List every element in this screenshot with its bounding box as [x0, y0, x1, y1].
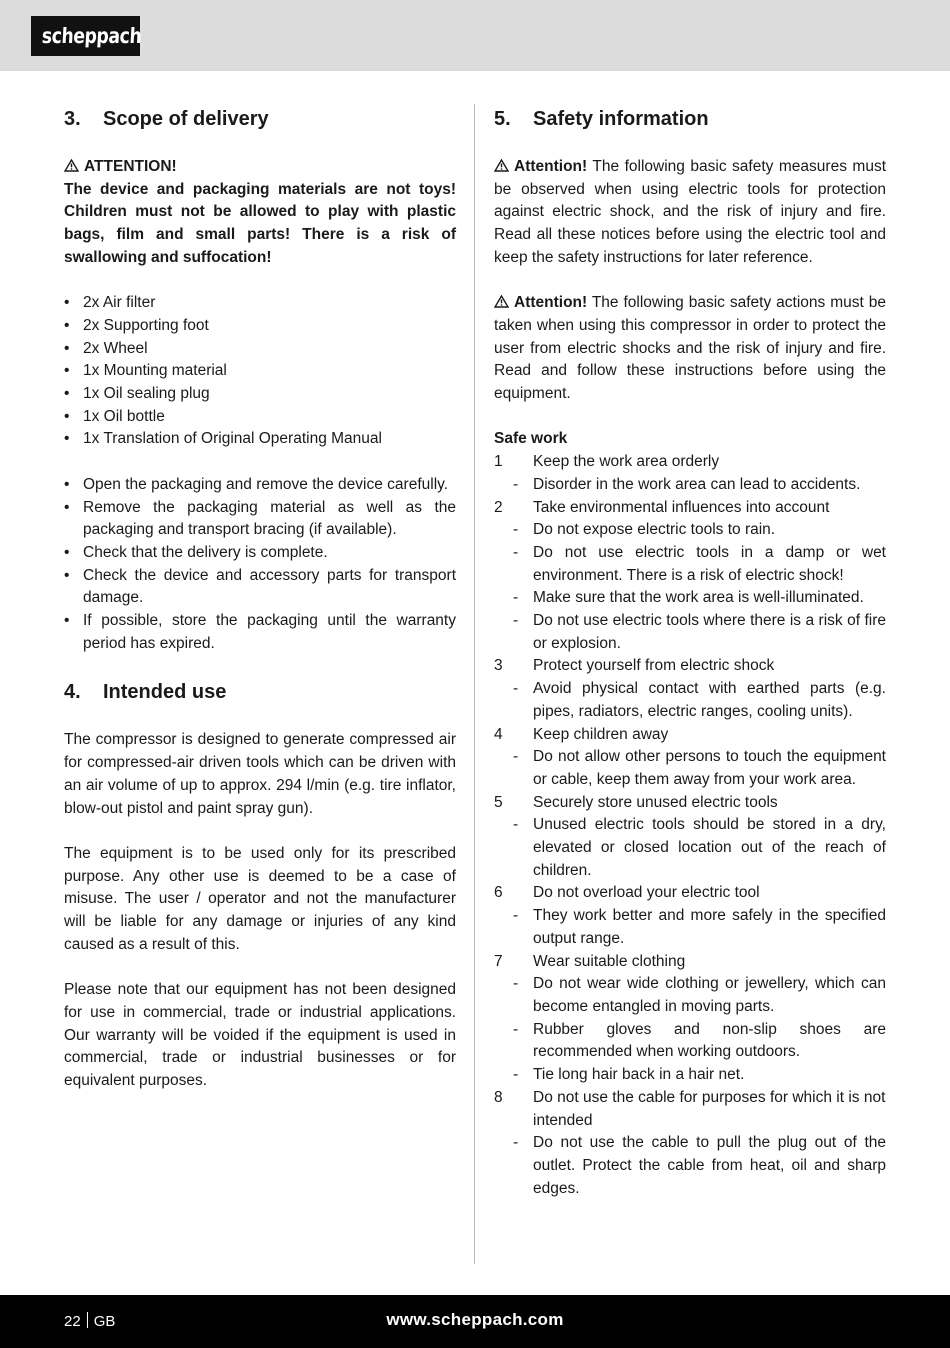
- rule-sub-item: - Unused electric tools should be stored in a dry, elevated or closed location out of the reach of children.: [513, 816, 886, 879]
- rule-sub-item: - Do not expose electric tools to rain.: [513, 521, 776, 539]
- list-item: • Check the device and accessory parts for transport damage.: [64, 565, 456, 610]
- warning-triangle-icon: [494, 159, 509, 172]
- page-footer: [0, 1295, 950, 1348]
- safe-work-heading: Safe work: [494, 430, 568, 448]
- warning-triangle-icon: [64, 159, 79, 172]
- list-item: • 2x Wheel: [64, 338, 456, 361]
- attention-text: The following basic safety actions must be taken when using this compressor in order to protect the user from electric shocks and the risk of injury and fire. Read and follow these instructions before using the equipment.: [494, 294, 886, 403]
- safety-rules-list: [494, 451, 886, 1200]
- section-title: Scope of delivery: [103, 108, 269, 130]
- attention-text: The following basic safety measures must be observed when using electric tools for protection against electric shock, and the risk of injury and fire. Read all these notices before using the electric tool and keep the safety instructions for later reference.: [494, 158, 887, 266]
- list-item: • 2x Supporting foot: [64, 315, 456, 338]
- rule-item: 6 Do not overload your electric tool: [494, 884, 760, 902]
- attention-label: Attention!: [514, 158, 588, 175]
- page-number: 22 GB: [64, 1313, 116, 1330]
- attention-label: ATTENTION!: [64, 156, 456, 179]
- list-item: • 1x Translation of Original Operating Manual: [64, 428, 456, 451]
- section-title: Intended use: [103, 681, 227, 704]
- rule-sub-item: - Do not use electric tools where there is a risk of fire or explosion.: [513, 612, 886, 652]
- attention-text: The device and packaging materials are not toys! Children must not be allowed to play with plastic bags, film and small parts! There is a risk of swallowing and suffocation!: [64, 180, 456, 266]
- paragraph: The equipment is to be used only for its prescribed purpose. Any other use is deemed to be a case of misuse. The user / operator and not the manufacturer will be liable for any damage or injuries of any kind caused as a result of this.: [64, 844, 456, 953]
- delivery-items-list: [64, 292, 456, 451]
- rule-item: 1 Keep the work area orderly: [494, 453, 720, 471]
- right-column: [494, 104, 886, 1200]
- rule-sub-item: - Rubber gloves and non-slip shoes are recommended when working outdoors.: [513, 1020, 886, 1061]
- rule-sub-item: - Do not wear wide clothing or jewellery, which can become entangled in moving parts.: [513, 975, 886, 1015]
- rule-sub-item: - Tie long hair back in a hair net.: [513, 1066, 745, 1084]
- list-item: • Check that the delivery is complete.: [64, 542, 456, 565]
- section-heading-intended-use: [64, 677, 456, 707]
- rule-sub-item: - They work better and more safely in the specified output range.: [513, 907, 886, 947]
- list-item: • 2x Air filter: [64, 292, 456, 315]
- list-item: • 1x Oil sealing plug: [64, 383, 456, 406]
- page-header: [0, 0, 950, 71]
- rule-sub-item: - Do not allow other persons to touch the equipment or cable, keep them away from your work area.: [513, 748, 886, 788]
- rule-item: 5 Securely store unused electric tools: [494, 793, 778, 811]
- rule-sub-item: - Make sure that the work area is well-illuminated.: [513, 589, 864, 607]
- attention-paragraph-2: [494, 292, 886, 406]
- paragraph: The compressor is designed to generate compressed air for compressed-air driven tools which can be driven with an air volume of up to approx. 294 l/min (e.g. tire inflator, blow-out pistol and paint spray gun).: [64, 731, 456, 817]
- section-heading-safety: [494, 104, 886, 134]
- section-number: 4.: [64, 681, 81, 704]
- section-heading-scope: [64, 104, 456, 134]
- rule-sub-item: - Disorder in the work area can lead to accidents.: [513, 475, 861, 493]
- rule-item: 3 Protect yourself from electric shock: [494, 657, 775, 675]
- unpacking-steps-list: [64, 474, 456, 656]
- rule-item: 4 Keep children away: [494, 725, 669, 743]
- rule-item: 2 Take environmental influences into account: [494, 498, 830, 516]
- list-item: • Open the packaging and remove the device carefully.: [64, 474, 456, 497]
- rule-sub-item: - Avoid physical contact with earthed parts (e.g. pipes, radiators, electric ranges, cooling units).: [513, 680, 886, 720]
- rule-sub-item: - Do not use electric tools in a damp or wet environment. There is a risk of electric shock!: [513, 543, 886, 584]
- attention-paragraph-1: [494, 156, 886, 270]
- section-number: 5.: [494, 108, 511, 130]
- attention-label: Attention!: [514, 294, 588, 312]
- warning-triangle-icon: [494, 295, 509, 308]
- website-url: www.scheppach.com: [386, 1310, 564, 1329]
- column-divider: [474, 104, 475, 1264]
- rule-sub-item: - Do not use the cable to pull the plug out of the outlet. Protect the cable from heat, oil and sharp edges.: [513, 1134, 886, 1197]
- paragraph: Please note that our equipment has not been designed for use in commercial, trade or industrial applications. Our warranty will be voided if the equipment is used in commercial, trade or industrial businesses or for equivalent purposes.: [64, 981, 456, 1089]
- rule-item: 8 Do not use the cable for purposes for which it is not intended: [494, 1088, 886, 1129]
- list-item: • 1x Oil bottle: [64, 406, 456, 429]
- left-column: [64, 104, 456, 1093]
- rule-item: 7 Wear suitable clothing: [494, 952, 686, 970]
- list-item: • 1x Mounting material: [64, 360, 456, 383]
- section-title: Safety information: [533, 108, 709, 130]
- list-item: • If possible, store the packaging until the warranty period has expired.: [64, 610, 456, 655]
- list-item: • Remove the packaging material as well as the packaging and transport bracing (if available).: [64, 497, 456, 542]
- section-number: 3.: [64, 108, 81, 130]
- scheppach-logo: scheppach: [31, 16, 140, 56]
